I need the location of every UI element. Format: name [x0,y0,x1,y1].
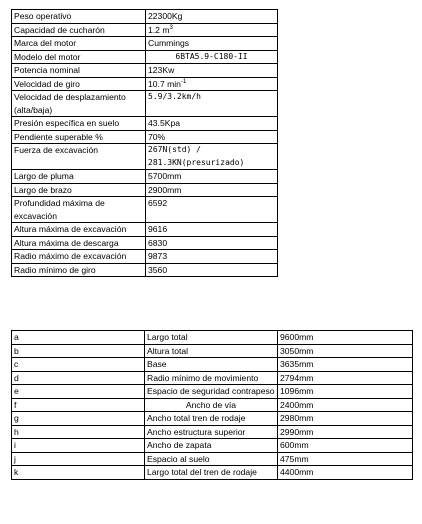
spec-label: Largo de pluma [12,170,146,184]
spec-value: 9873 [146,250,278,264]
spec-label: Pendiente superable % [12,130,146,144]
spec-label: Radio mínimo de giro [12,263,146,277]
dimension-value: 600mm [278,439,413,453]
dimension-letter: e [12,385,145,399]
table-row [12,64,278,78]
table-row [12,117,278,131]
spec-value: 5.9/3.2km/h [146,91,278,117]
table-row [12,130,278,144]
table-row [12,144,278,170]
table-row [12,50,278,64]
spec-value: 1.2 $m^3$ [146,23,278,37]
spec-label: Capacidad de cucharón [12,23,146,37]
table-row [12,331,413,345]
spec-label: Fuerza de excavación [12,144,146,170]
dimension-value: 2990mm [278,425,413,439]
table-row [12,77,278,91]
spec-value: 43.5Kpa [146,117,278,131]
dimension-value: 475mm [278,452,413,466]
table-row [12,223,278,237]
table-row [12,385,413,399]
spec-value: 9616 [146,223,278,237]
table-row [12,183,278,197]
table-row [12,344,413,358]
dimension-letter: f [12,398,145,412]
dimension-letter: g [12,412,145,426]
dimension-value: 2794mm [278,371,413,385]
dimension-value: 9600mm [278,331,413,345]
spec-label: Altura máxima de excavación [12,223,146,237]
table-row [12,23,278,37]
table-row [12,371,413,385]
table-row [12,358,413,372]
dimension-name: Ancho total tren de rodaje [145,412,278,426]
spec-label: Largo de brazo [12,183,146,197]
dimension-letter: a [12,331,145,345]
dimension-letter: j [12,452,145,466]
dimension-name: Espacio de seguridad contrapeso [145,385,278,399]
dimension-name: Radio mínimo de movimiento [145,371,278,385]
dimension-value: 2400mm [278,398,413,412]
dimension-value: 1096mm [278,385,413,399]
table-row [12,466,413,480]
dimension-name: Espacio al suelo [145,452,278,466]
dimension-value: 2980mm [278,412,413,426]
spec-label: Radio máximo de excavación [12,250,146,264]
spec-value: 123Kw [146,64,278,78]
spec-value: 6830 [146,236,278,250]
table-row [12,197,278,223]
spec-label: Peso operativo [12,10,146,24]
spec-label: Potencia nominal [12,64,146,78]
spec-label: Velocidad de desplazamiento (alta/baja) [12,91,146,117]
table-row [12,398,413,412]
spec-label: Marca del motor [12,37,146,51]
dimension-letter: k [12,466,145,480]
spec-value: 6BTA5.9-C180-II [146,50,278,64]
dimension-letter: i [12,439,145,453]
dimension-name: Altura total [145,344,278,358]
dimension-name: Largo total [145,331,278,345]
dimension-name: Ancho estructura superior [145,425,278,439]
spec-label: Modelo del motor [12,50,146,64]
spec-label: Presión específica en suelo [12,117,146,131]
dimension-value: 3050mm [278,344,413,358]
spec-value: 5700mm [146,170,278,184]
table-row [12,263,278,277]
table-row [12,452,413,466]
spec-value: 6592 [146,197,278,223]
table-row [12,170,278,184]
table-row [12,91,278,117]
specifications-table [11,9,278,277]
dimension-name: Base [145,358,278,372]
dimension-letter: d [12,371,145,385]
table-row [12,250,278,264]
spec-value: 70% [146,130,278,144]
table-row [12,425,413,439]
table-row [12,439,413,453]
dimension-value: 4400mm [278,466,413,480]
unit-superscript: -1 [180,78,187,85]
spec-label: Velocidad de giro [12,77,146,91]
table-row [12,10,278,24]
spec-value: 10.7 $\min^{-1}$ [146,77,278,91]
table-row [12,37,278,51]
spec-value: 22300Kg [146,10,278,24]
dimension-value: 3635mm [278,358,413,372]
dimension-letter: h [12,425,145,439]
dimension-name: Largo total del tren de rodaje [145,466,278,480]
dimension-letter: b [12,344,145,358]
dimension-name: Ancho de vía [145,398,278,412]
spec-value: 267N(std) / 281.3KN(presurizado) [146,144,278,170]
dimension-letter: c [12,358,145,372]
spec-value: Cummings [146,37,278,51]
spec-label: Profundidad máxima de excavación [12,197,146,223]
dimension-name: Ancho de zapata [145,439,278,453]
table-row [12,412,413,426]
spec-label: Altura máxima de descarga [12,236,146,250]
spec-value: 3560 [146,263,278,277]
spec-value: 2900mm [146,183,278,197]
unit-superscript: 3 [169,24,173,31]
dimensions-table [11,330,413,480]
table-row [12,236,278,250]
